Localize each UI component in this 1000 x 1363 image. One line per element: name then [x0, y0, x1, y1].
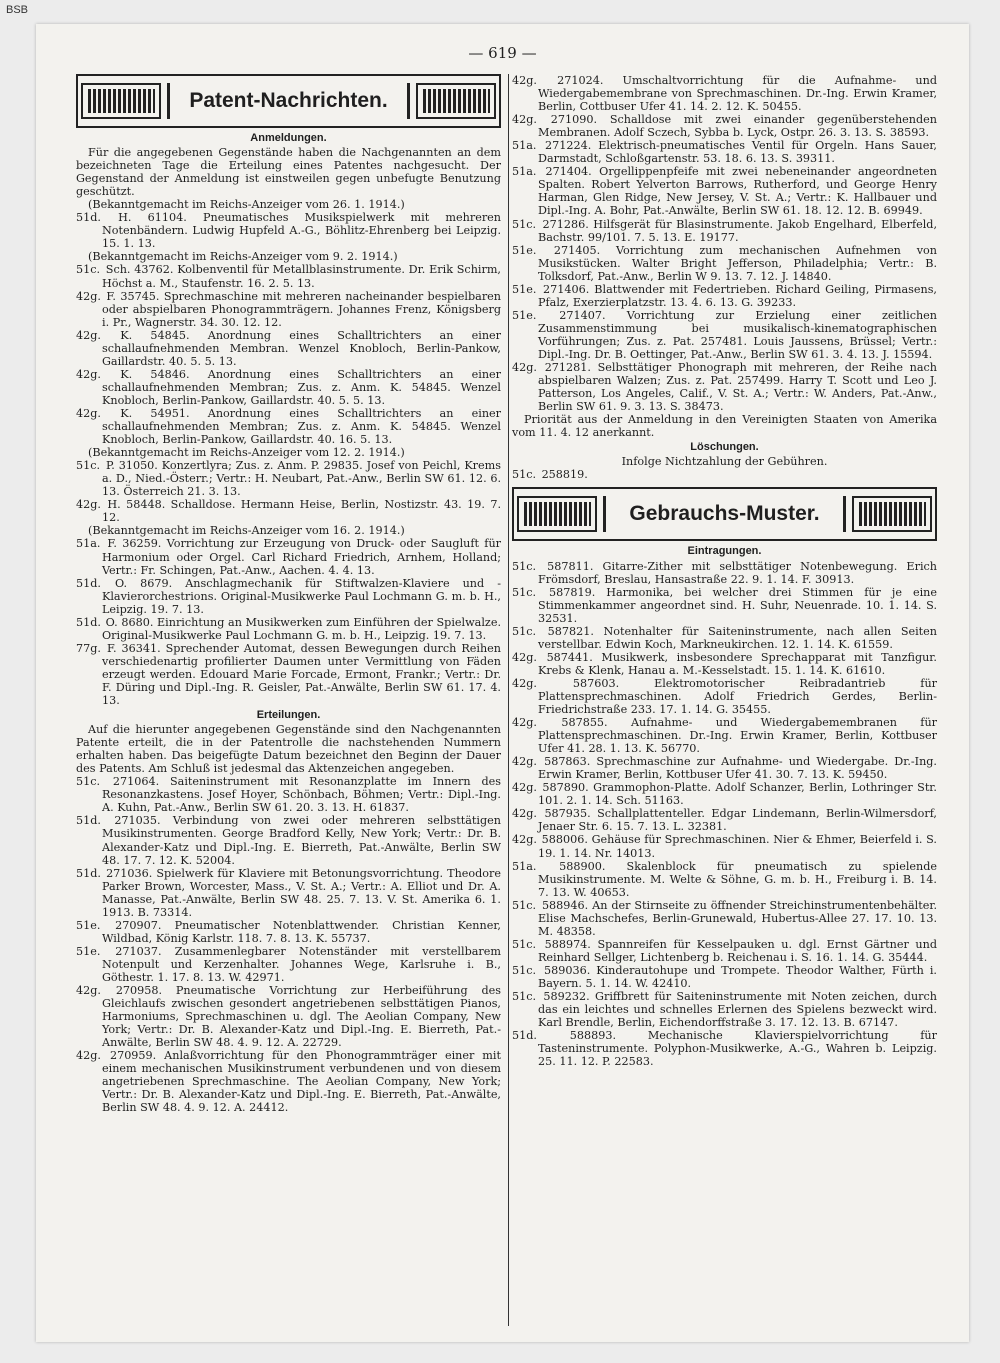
entry — [512, 560, 937, 586]
group4 — [76, 537, 501, 707]
erteilungen-list — [76, 775, 501, 1114]
entry-text: 270959. Anlaßvorrichtung für den Phonogrammträger einer mit einem mechanischen Musikinstrument verbundenen und von diesem angetriebenen Sprechmaschine. The Aeolian Company, New York; Vertr.: Dr. B. Alexander-Katz und Dipl.-Ing. E. Bierreth, Pat.-Anwälte, Berlin SW 48. 4. 9. 12. A. 24412. — [102, 1049, 501, 1115]
entry — [512, 244, 937, 283]
entry — [512, 899, 937, 938]
entry-text: 589232. Griffbrett für Saiteninstrumente mit Noten zeichen, durch das ein leichtes und schnelles Erlernen des Spielens bezweckt wird. Karl Brendle, Berlin, Eichendorffstraße 3. 17. 12. 13. B. 67147. — [538, 990, 937, 1030]
entry-text: 587441. Musikwerk, insbesondere Sprechapparat mit Tanzfigur. Krebs & Klenk, Hanau a. M.-Kesselstadt. 15. 1. 14. K. 61610. — [538, 650, 937, 677]
entry-text: 587603. Elektromotorischer Reibradantrieb für Plattensprechmaschinen. Adolf Friedrich Gerdes, Berlin-Friedrichstraße 233. 17. 1. 14. G. 35455. — [538, 676, 937, 717]
entry-text: 589036. Kinderautohupe und Trompete. Theodor Walther, Fürth i. Bayern. 5. 1. 14. W. 42410. — [538, 963, 937, 990]
entry-class: 42g. — [512, 833, 537, 847]
column-divider — [508, 74, 509, 1326]
entry — [512, 218, 937, 244]
entry-text: K. 54846. Anordnung eines Schalltrichters an einer schallaufnehmenden Membran; Zus. z. Anm. K. 54845. Wenzel Knobloch, Berlin-Pankow, Gaillardstr. 40. 5. 5. 13. — [102, 367, 502, 407]
patent-banner-title: Patent-Nachrichten. — [167, 83, 410, 119]
entry-class: 51c. — [512, 937, 537, 951]
entry-text: 587890. Grammophon-Platte. Adolf Schanzer, Berlin, Lothringer Str. 101. 2. 1. 14. Sch. 51163. — [538, 781, 937, 808]
ornament-left — [517, 496, 597, 532]
entry-text: 587821. Notenhalter für Saiteninstrumente, nach allen Seiten verstellbar. Edwin Koch, Markneukirchen. 12. 1. 14. K. 61559. — [538, 624, 938, 651]
entry-class: 51d. — [76, 211, 101, 225]
entry-text: 588946. An der Stirnseite zu öffnender Streichinstrumentenbehälter. Elise Machschefes, Berlin-Grunewald, Hubertus-Allee 27. 17. 10. 13. M. 48358. — [538, 898, 938, 938]
entry-class: 42g. — [512, 650, 537, 664]
entry — [512, 990, 937, 1029]
entry — [76, 498, 501, 524]
entry-class: 51d. — [76, 814, 101, 828]
entry — [76, 368, 501, 407]
entry-class: 51d. — [512, 1029, 537, 1043]
entry — [512, 586, 937, 625]
entry-class: 51c. — [76, 263, 101, 277]
entry-class: 51c. — [512, 963, 537, 977]
entry-class: 42g. — [76, 367, 101, 381]
entry — [76, 577, 501, 616]
entry — [76, 984, 501, 1049]
entry-text: F. 36341. Sprechender Automat, dessen Bewegungen durch Reihen verschiedenartig profilierter Daumen unter Vermittlung von Fäden erzeugt werden. Edouard Marie Forcade, Ermont, Frankr.; Vertr.: Dr. F. Düring und Dipl.-Ing. R. Geisler, Pat.-Anwälte, Berlin SW 61. 17. 4. 13. — [102, 641, 501, 708]
entry-class: 51a. — [512, 859, 537, 873]
entry-text: 271224. Elektrisch-pneumatisches Ventil für Orgeln. Hans Sauer, Darmstadt, Schloßgartenstr. 53. 18. 6. 13. S. 39311. — [538, 139, 937, 166]
entry-text: H. 61104. Pneumatisches Musikspielwerk mit mehreren Notenbändern. Ludwig Hupfeld A.-G., Böhlitz-Ehrenberg bei Leipzig. 15. 1. 13. — [102, 211, 501, 251]
entry-text: 258819. — [541, 468, 588, 482]
entry — [512, 625, 937, 651]
entry-class: 42g. — [512, 113, 537, 127]
entry-class: 51e. — [76, 944, 101, 958]
entry-text: 270907. Pneumatischer Notenblattwender. Christian Kenner, Wildbad, König Karlstr. 118. 7. 8. 13. K. 55737. — [102, 918, 501, 945]
entry-text: 270958. Pneumatische Vorrichtung zur Herbeiführung des Gleichlaufs zwischen gesondert angetriebenen selbsttätigen Pianos, Harmoniums, Sprechmaschinen u. dgl. The Aeolian Company, New York; Vertr.: Dr. B. Alexander-Katz und Dipl.-Ing. E. Bierreth, Pat.-Anwälte, Berlin SW 48. 4. 9. 12. A. 22729. — [102, 984, 501, 1050]
entry-text: F. 36259. Vorrichtung zur Erzeugung von Druck- oder Saugluft für Harmonium oder Orgel. Carl Richard Friedrich, Arnhem, Holland; Vertr.: Fr. Schingen, Pat.-Anw., Aachen. 4. 4. 13. — [102, 537, 501, 577]
erteilungen-heading: Erteilungen. — [256, 709, 321, 722]
entry-text: 271407. Vorrichtung zur Erzielung einer zeitlichen Zusammenstimmung bei musikalisch-kinematographischen Vorführungen; Zus. z. Pat. 257481. Louis Jaussens, Brüssel; Vertr.: Dipl.-Ing. Dr. B. Oettinger, Pat.-Anw., Berlin SW 61. 3. 4. 13. J. 15594. — [538, 308, 938, 361]
entry — [512, 964, 937, 990]
entry-class: 51c. — [512, 468, 537, 482]
entry — [76, 290, 501, 329]
entry-class: 51e. — [512, 243, 537, 257]
entry-class: 42g. — [76, 498, 101, 512]
gazette-note: (Bekanntgemacht im Reichs-Anzeiger vom 16. 2. 1914.) — [88, 524, 405, 538]
entry-text: 271404. Orgellippenpfeife mit zwei nebeneinander angeordneten Spalten. Robert Yelverton Barrows, Rutherford, und George Henry Harman, Glen Ridge, New Jersey, V. St. A.; Vertr.: K. Hallbauer und Dipl.-Ing. A. Bohr, Pat.-Anwälte, Berlin SW 61. 18. 12. 12. B. 69949. — [538, 165, 937, 218]
entry-class: 42g. — [512, 755, 537, 769]
patent-banner — [76, 74, 501, 128]
ornament-right — [852, 496, 932, 532]
erteilungen-continued — [512, 74, 937, 413]
entry — [512, 781, 937, 807]
entry-class: 51d. — [76, 866, 101, 880]
entry-text: Sch. 43762. Kolbenventil für Metallblasinstrumente. Dr. Erik Schirm, Höchst a. M., Staufenstr. 16. 2. 5. 13. — [102, 263, 501, 290]
entry — [76, 616, 501, 642]
entry-text: 271035. Verbindung von zwei oder mehreren selbsttätigen Musikinstrumenten. George Bradford Kelly, New York; Vertr.: Dr. B. Alexander-Katz und Dipl.-Ing. E. Bierreth, Pat.-Anwälte, Berlin SW 48. 17. 7. 12. K. 52004. — [102, 814, 501, 867]
entry-class: 42g. — [512, 676, 537, 690]
entry-text: 271037. Zusammenlegbarer Notenständer mit verstellbarem Notenpult und Kerzenhalter. Johannes Wege, Karlsruhe i. B., Göthestr. 1. 17. 8. 13. W. 42971. — [102, 944, 501, 984]
loeschungen-sub: Infolge Nichtzahlung der Gebühren. — [621, 455, 828, 469]
erteilungen-intro: Auf die hierunter angegebenen Gegenstände sind den Nachgenannten Patente erteilt, die in der Patentrolle die nachstehenden Nummern erhalten haben. Das beigefügte Datum bezeichnet den Beginn der Dauer des Patents. Am Schluß ist jedesmal das Aktenzeichen angegeben. — [76, 723, 501, 776]
entry-class: 51c. — [512, 990, 537, 1004]
entry — [76, 537, 501, 576]
entry-class: 51c. — [512, 217, 537, 231]
entry — [76, 459, 501, 498]
entry-text: 271090. Schalldose mit zwei einander gegenüberstehenden Membranen. Adolf Sczech, Sybba b. Lyck, Ostpr. 26. 3. 13. S. 38593. — [538, 113, 937, 140]
entry — [76, 211, 501, 250]
entry-class: 51c. — [512, 898, 537, 912]
loeschungen-heading: Löschungen. — [690, 441, 759, 454]
gazette-note: (Bekanntgemacht im Reichs-Anzeiger vom 9. 2. 1914.) — [88, 250, 398, 264]
entry — [512, 716, 937, 755]
entry-text: 588900. Skalenblock für pneumatisch zu spielende Musikinstrumente. M. Welte & Söhne, G. m. b. H., Freiburg i. B. 14. 7. 13. W. 40653. — [538, 859, 938, 899]
entry-class: 51c. — [512, 559, 537, 573]
entry-class: 42g. — [512, 361, 537, 375]
entry-class: 42g. — [76, 406, 101, 420]
entry-class: 42g. — [76, 1049, 101, 1063]
entry — [512, 651, 937, 677]
entry-text: 271036. Spielwerk für Klaviere mit Betonungsvorrichtung. Theodore Parker Brown, Worcester, Mass., V. St. A.; Vertr.: A. Elliot und Dr. A. Manasse, Pat.-Anwälte, Berlin SW 48. 25. 7. 13. V. St. Amerika 6. 1. 1913. B. 73314. — [102, 866, 501, 919]
entry-text: 588006. Gehäuse für Sprechmaschinen. Nier & Ehmer, Beierfeld i. S. 19. 1. 14. Nr. 14013. — [538, 833, 937, 860]
entry — [512, 74, 937, 113]
entry-text: O. 8680. Einrichtung an Musikwerken zum Einführen der Spielwalze. Original-Musikwerke Paul Lochmann G. m. b. H., Leipzig. 19. 7. 13. — [102, 615, 501, 642]
entry-text: 587935. Schallplattenteller. Edgar Lindemann, Berlin-Wilmersdorf, Jenaer Str. 6. 15. 7. 13. L. 32381. — [538, 807, 937, 834]
entry-class: 51a. — [512, 165, 537, 179]
entry — [76, 263, 501, 289]
entry — [512, 165, 937, 217]
group2 — [76, 263, 501, 446]
entry — [76, 642, 501, 707]
loeschungen-list — [512, 468, 937, 481]
entry — [512, 807, 937, 833]
entry — [512, 1029, 937, 1068]
entry — [512, 468, 937, 481]
gazette-note: (Bekanntgemacht im Reichs-Anzeiger vom 26. 1. 1914.) — [88, 198, 405, 212]
entry-text: 271281. Selbsttätiger Phonograph mit mehreren, der Reihe nach abspielbaren Walzen; Zus. z. Pat. 257499. Harry T. Scott und Leo J. Patterson, Los Angeles, Calif., V. St. A.; Vertr.: W. Anders, Pat.-Anw., Berlin SW 61. 9. 3. 13. S. 38473. — [538, 361, 938, 414]
gazette-note: (Bekanntgemacht im Reichs-Anzeiger vom 12. 2. 1914.) — [88, 446, 405, 460]
entry — [512, 283, 937, 309]
entry-class: 42g. — [512, 74, 537, 87]
entry-class: 51c. — [76, 775, 101, 789]
entry-text: 588893. Mechanische Klavierspielvorrichtung für Tasteninstrumente. Polyphon-Musikwerke, A.-G., Wahren b. Leipzig. 25. 11. 12. P. 22583. — [538, 1029, 937, 1069]
gm-banner — [512, 487, 937, 541]
anmeldungen-heading: Anmeldungen. — [250, 132, 327, 144]
entry — [76, 329, 501, 368]
entry — [512, 677, 937, 716]
entry-class: 51c. — [512, 585, 537, 599]
entry-class: 51a. — [76, 537, 101, 551]
entry-class: 51c. — [512, 624, 537, 638]
entry-text: 587863. Sprechmaschine zur Aufnahme- und Wiedergabe. Dr.-Ing. Erwin Kramer, Berlin, Kottbuser Ufer 41. 30. 7. 13. K. 59450. — [538, 755, 937, 782]
entry-class: 42g. — [76, 289, 101, 303]
entry — [76, 867, 501, 919]
entry-text: 271286. Hilfsgerät für Blasinstrumente. Jakob Engelhard, Elberfeld, Bachstr. 99/101. 7. 5. 13. E. 19177. — [538, 217, 938, 244]
ornament-left — [81, 83, 161, 119]
eintragungen-heading: Eintragungen. — [687, 545, 762, 558]
entry-text: P. 31050. Konzertlyra; Zus. z. Anm. P. 29835. Josef von Peichl, Krems a. D., Nied.-Österr.; Vertr.: H. Neubart, Pat.-Anw., Berlin SW 61. 12. 6. 13. Österreich 21. 3. 13. — [102, 459, 501, 499]
ornament-right — [416, 83, 496, 119]
library-mark: BSB — [6, 4, 29, 16]
right-column — [512, 74, 937, 1068]
entry-class: 42g. — [512, 807, 537, 821]
entry-class: 51e. — [76, 918, 101, 932]
entry-text: 271064. Saiteninstrument mit Resonanzplatte im Innern des Resonanzkastens. Josef Hoyer, Schönbach, Böhmen; Vertr.: Dipl.-Ing. A. Kuhn, Pat.-Anw., Berlin SW 61. 20. 3. 13. H. 61837. — [102, 775, 501, 815]
page — [36, 24, 969, 1342]
entry-class: 42g. — [76, 984, 101, 998]
entry-text: 587811. Gitarre-Zither mit selbsttätiger Notenbewegung. Erich Frömsdorf, Breslau, Hansastraße 22. 9. 1. 14. F. 30913. — [538, 559, 937, 586]
entry-class: 77g. — [76, 641, 101, 655]
entry-text: 271406. Blattwender mit Federtrieben. Richard Geiling, Pirmasens, Pfalz, Exerzierplatzstr. 13. 4. 6. 13. G. 39233. — [538, 282, 937, 309]
entry-class: 51e. — [512, 308, 537, 322]
entry — [76, 407, 501, 446]
entry — [512, 309, 937, 361]
entry-class: 51d. — [76, 615, 101, 629]
entry-text: F. 35745. Sprechmaschine mit mehreren nacheinander bespielbaren oder abspielbaren Phonogrammträgern. Johannes Frenz, Königsberg i. Pr., Wagnerstr. 34. 30. 12. 12. — [102, 289, 502, 329]
entry — [512, 361, 937, 413]
entry-class: 51c. — [76, 459, 101, 473]
entry-text: K. 54845. Anordnung eines Schalltrichters an einer schallaufnehmenden Membran. Wenzel Knobloch, Berlin-Pankow, Gaillardstr. 40. 5. 5. 13. — [102, 328, 502, 368]
entry-class: 42g. — [512, 716, 537, 730]
entry-text: 588974. Spannreifen für Kesselpauken u. dgl. Ernst Gärtner und Reinhard Sellger, Lichtenberg b. Reichenau i. S. 16. 1. 14. G. 35444. — [538, 937, 938, 964]
entry-text: K. 54951. Anordnung eines Schalltrichters an einer schallaufnehmenden Membran; Zus. z. Anm. K. 54845. Wenzel Knobloch, Berlin-Pankow, Gaillardstr. 40. 16. 5. 13. — [102, 406, 502, 447]
entry — [512, 860, 937, 899]
entry — [76, 1049, 501, 1114]
entry — [512, 113, 937, 139]
group1 — [76, 211, 501, 250]
entry-class: 42g. — [76, 328, 101, 342]
entry — [76, 919, 501, 945]
group3 — [76, 459, 501, 524]
entry-text: 587819. Harmonika, bei welcher drei Stimmen für je eine Stimmenkammer angeordnet sind. H. Suhr, Neuenrade. 10. 1. 14. S. 32531. — [538, 585, 937, 625]
gm-banner-title: Gebrauchs-Muster. — [603, 496, 846, 532]
entry — [512, 833, 937, 859]
entry-text: H. 58448. Schalldose. Hermann Heise, Berlin, Nostizstr. 43. 19. 7. 12. — [102, 498, 501, 525]
entry — [76, 945, 501, 984]
entry-text: O. 8679. Anschlagmechanik für Stiftwalzen-Klaviere und -Klavierorchestrions. Original-Musikwerke Paul Lochmann G. m. b. H., Leipzig. 19. 7. 13. — [102, 576, 501, 616]
entry — [512, 139, 937, 165]
anmeldungen-intro: Für die angegebenen Gegenstände haben die Nachgenannten an dem bezeichneten Tage die Erteilung eines Patentes nachgesucht. Der Gegenstand der Anmeldung ist einstweilen gegen unbefugte Benutzung geschützt. — [76, 146, 501, 199]
priority-note: Priorität aus der Anmeldung in den Vereinigten Staaten von Amerika vom 11. 4. 12 anerkannt. — [512, 413, 937, 440]
entry-class: 51a. — [512, 139, 537, 153]
entry — [76, 775, 501, 814]
entry-text: 271405. Vorrichtung zum mechanischen Aufnehmen von Musikstücken. Walter Bright Jefferson, Philadelphia; Vertr.: B. Tolksdorf, Pat.-Anw., Berlin W 9. 13. 7. 12. J. 14840. — [538, 243, 937, 283]
entry — [76, 814, 501, 866]
entry — [512, 938, 937, 964]
entry-class: 42g. — [512, 781, 537, 795]
eintragungen-list — [512, 560, 937, 1069]
page-number: — 619 — — [468, 44, 537, 62]
entry-text: 271024. Umschaltvorrichtung für die Aufnahme- und Wiedergabemembrane von Sprechmaschinen. Dr.-Ing. Erwin Kramer, Berlin, Cottbuser Ufer 41. 14. 2. 12. K. 50455. — [538, 74, 937, 114]
left-column — [76, 74, 501, 1115]
entry-class: 51e. — [512, 282, 537, 296]
entry-text: 587855. Aufnahme- und Wiedergabemembranen für Plattensprechmaschinen. Dr.-Ing. Erwin Kramer, Berlin, Kottbuser Ufer 41. 28. 1. 13. K. 56770. — [538, 716, 938, 756]
entry-class: 51d. — [76, 576, 101, 590]
entry — [512, 755, 937, 781]
